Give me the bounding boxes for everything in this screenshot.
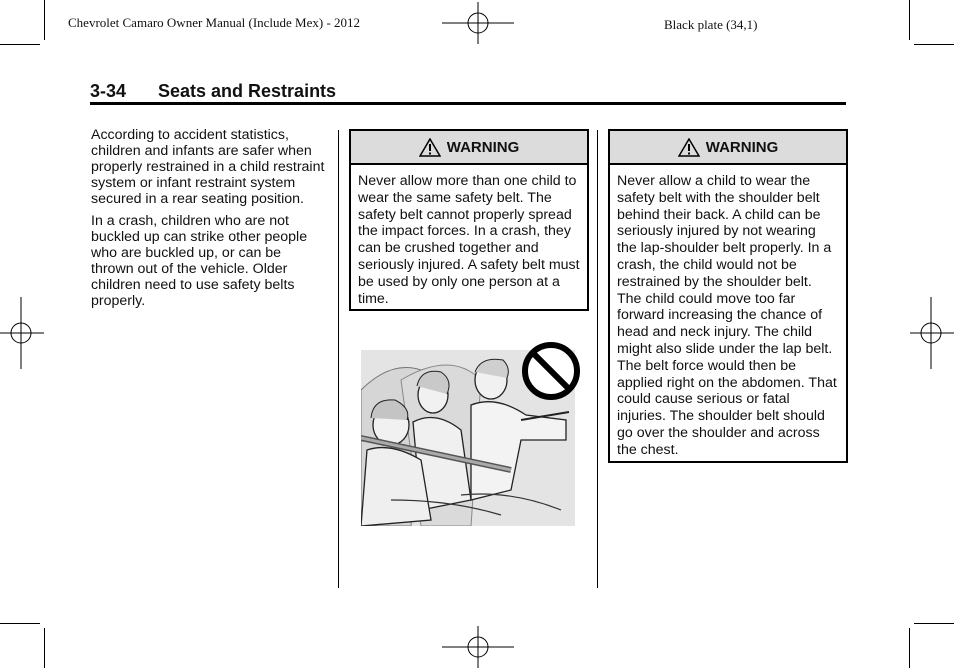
manual-title: Chevrolet Camaro Owner Manual (Include Mex) - 2012 [68,15,361,30]
warning-header [351,131,587,165]
warning-text: Never allow a child to wear the safety belt with the shoulder belt behind their back. A child can be seriously injured by not wearing the lap-shoulder belt properly. In a crash, the child would not be restrained by the shoulder belt. The child could move too far forward increasing the chance of head and neck injury. The child might also slide under the lap belt. The belt force would then be applied right on the abdomen. That could cause serious or fatal injuries. The shoulder belt should go over the shoulder and across the chest. [617,173,837,458]
crop-mark [0,623,40,624]
warning-box [349,129,589,311]
crop-mark [909,628,910,668]
prohibition-circle-icon [520,340,582,402]
column-divider [338,130,339,588]
body-paragraph: According to accident statistics, children and infants are safer when properly restrained in a child restraint system or infant restraint system secured in a rear seating position. [91,127,325,207]
crop-mark [44,0,45,40]
warning-triangle-icon [678,138,700,157]
crop-mark [44,628,45,668]
crop-mark [914,44,954,45]
warning-label: WARNING [446,138,520,156]
warning-triangle-icon [419,138,441,157]
crop-mark [0,44,40,45]
registration-crosshair-icon [442,626,514,668]
crop-mark [909,0,910,40]
warning-box [608,129,848,463]
left-column [91,127,327,309]
warning-label: WARNING [705,138,779,156]
registration-crosshair-icon [910,297,954,369]
registration-crosshair-icon [442,2,514,44]
crop-mark [914,623,954,624]
column-divider [597,130,598,588]
heading-rule [90,102,846,105]
warning-text: Never allow more than one child to wear the same safety belt. The safety belt cannot properly spread the impact forces. In a crash, they can be crushed together and seriously injured. A safety belt must be used by only one person at a time. [358,173,580,307]
registration-crosshair-icon [0,297,44,369]
body-paragraph: In a crash, children who are not buckled up can strike other people who are buckled up, or can be thrown out of the vehicle. Older children need to use safety belts properly. [91,213,308,309]
warning-header [610,131,846,165]
page-number: 3-34 [90,81,127,101]
section-title: Seats and Restraints [158,81,337,101]
plate-label: Black plate (34,1) [664,17,758,32]
